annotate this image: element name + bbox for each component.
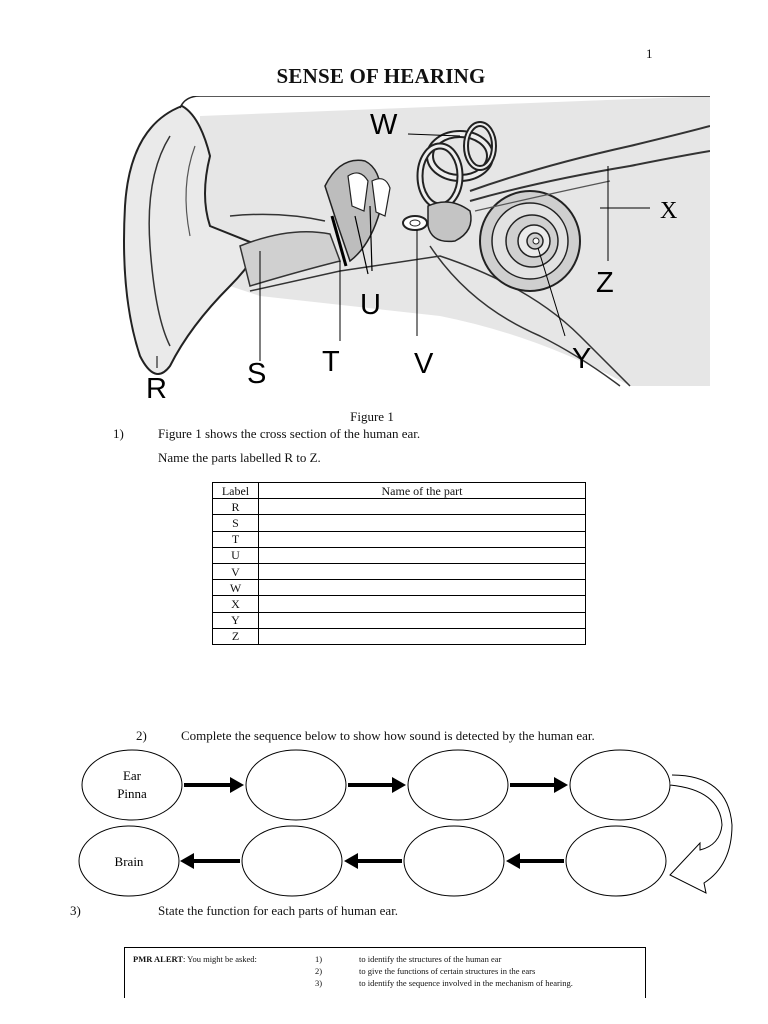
- question-2-number: 2): [136, 728, 147, 743]
- arrow-left-icon: [180, 853, 194, 869]
- question-1-number: 1): [113, 426, 124, 441]
- flow-node-blank[interactable]: [408, 750, 508, 820]
- alert-heading: [133, 954, 257, 964]
- flow-node-end: Brain: [114, 854, 144, 869]
- page-title: SENSE OF HEARING: [276, 64, 486, 88]
- answer-cell[interactable]: [259, 612, 586, 628]
- figure-label-z: Z: [596, 267, 614, 299]
- table-row: [213, 515, 586, 531]
- alert-item-text: to identify the sequence involved in the mechanism of hearing.: [359, 978, 573, 988]
- question-2-text: Complete the sequence below to show how sound is detected by the human ear.: [181, 728, 595, 743]
- answer-cell[interactable]: [259, 515, 586, 531]
- table-header-label: Label: [213, 483, 259, 499]
- table-cell-label: X: [213, 596, 259, 612]
- flow-node-blank[interactable]: [404, 826, 504, 896]
- table-row: [213, 499, 586, 515]
- table-row: [213, 531, 586, 547]
- answer-cell[interactable]: [259, 596, 586, 612]
- figure-label-x: X: [660, 198, 678, 224]
- table-row: [213, 580, 586, 596]
- table-cell-label: W: [213, 580, 259, 596]
- table-header-name: Name of the part: [259, 483, 586, 499]
- alert-intro: : You might be asked:: [183, 954, 257, 964]
- figure-label-v: V: [414, 348, 434, 380]
- arrow-left-icon: [344, 853, 358, 869]
- alert-item-number: 2): [315, 966, 323, 976]
- table-cell-label: S: [213, 515, 259, 531]
- flow-node-start-line1: Ear: [122, 768, 142, 783]
- alert-heading-label: PMR ALERT: [133, 954, 183, 964]
- hearing-sequence-flowchart: [60, 745, 740, 905]
- flow-node-blank[interactable]: [246, 750, 346, 820]
- flow-node-ear-pinna: [82, 750, 182, 820]
- alert-item-number: 1): [315, 954, 323, 964]
- question-1-text: Figure 1 shows the cross section of the human ear.: [158, 426, 421, 441]
- answer-cell[interactable]: [259, 499, 586, 515]
- ear-cross-section-figure: [110, 96, 710, 411]
- table-row: [213, 563, 586, 579]
- flow-node-blank[interactable]: [570, 750, 670, 820]
- figure-label-r: R: [146, 373, 167, 405]
- table-cell-label: Y: [213, 612, 259, 628]
- arrow-left-icon: [506, 853, 520, 869]
- alert-item-text: to identify the structures of the human ear: [359, 954, 502, 964]
- figure-label-y: Y: [572, 343, 592, 375]
- pmr-alert-box: [124, 947, 646, 998]
- table-row: [213, 612, 586, 628]
- figure-caption: Figure 1: [350, 409, 394, 424]
- arrow-right-icon: [230, 777, 244, 793]
- table-row: [213, 547, 586, 563]
- table-header-row: [213, 483, 586, 499]
- alert-item-number: 3): [315, 978, 323, 988]
- table-cell-label: R: [213, 499, 259, 515]
- figure-label-u: U: [360, 289, 381, 321]
- question-3-number: 3): [70, 903, 81, 918]
- arrow-right-icon: [554, 777, 568, 793]
- table-cell-label: U: [213, 547, 259, 563]
- answer-cell[interactable]: [259, 531, 586, 547]
- table-cell-label: T: [213, 531, 259, 547]
- answer-cell[interactable]: [259, 628, 586, 644]
- arrow-right-icon: [392, 777, 406, 793]
- answer-cell[interactable]: [259, 580, 586, 596]
- flow-node-start-line2: Pinna: [117, 786, 147, 801]
- flow-node-blank[interactable]: [566, 826, 666, 896]
- curved-arrow-icon: [670, 775, 732, 893]
- figure-label-w: W: [370, 109, 398, 141]
- question-1-subtext: Name the parts labelled R to Z.: [158, 450, 321, 465]
- figure-label-t: T: [322, 346, 340, 378]
- question-3-text: State the function for each parts of human ear.: [158, 903, 399, 918]
- answer-cell[interactable]: [259, 563, 586, 579]
- table-cell-label: Z: [213, 628, 259, 644]
- table-row: [213, 628, 586, 644]
- table-cell-label: V: [213, 563, 259, 579]
- page-number: 1: [646, 46, 653, 61]
- answer-cell[interactable]: [259, 547, 586, 563]
- alert-item-text: to give the functions of certain structures in the ears: [359, 966, 536, 976]
- table-row: [213, 596, 586, 612]
- figure-label-s: S: [247, 358, 267, 390]
- flow-node-blank[interactable]: [242, 826, 342, 896]
- parts-answer-table: [212, 482, 586, 645]
